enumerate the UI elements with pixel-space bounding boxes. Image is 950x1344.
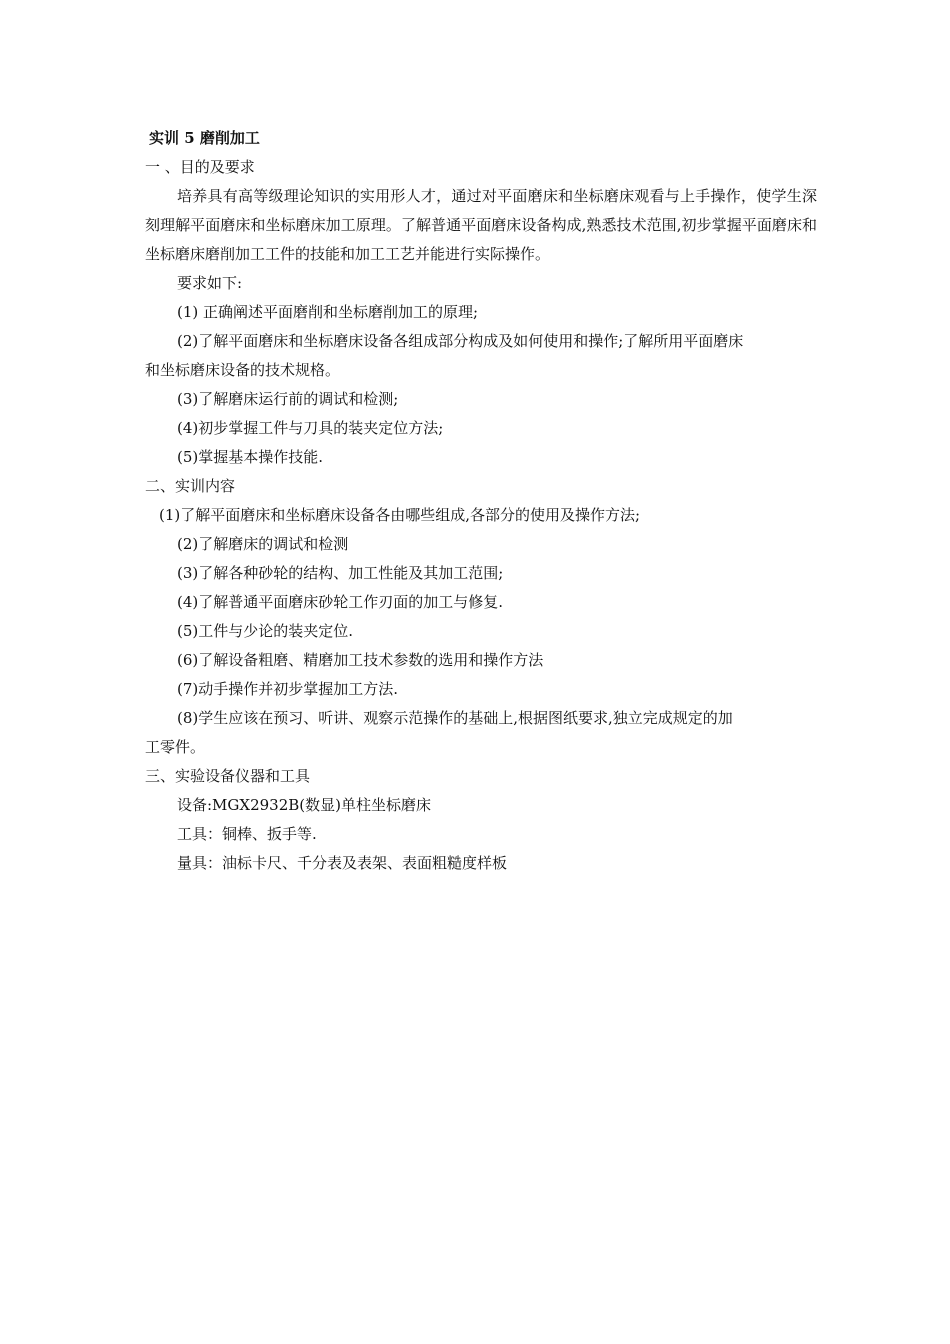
section-heading-purpose: 一 、目的及要求: [145, 158, 255, 176]
requirement-item: (3)了解磨床运行前的调试和检测;: [177, 390, 399, 408]
document-page: [145, 124, 817, 878]
content-item: (6)了解设备粗磨、精磨加工技术参数的选用和操作方法: [177, 651, 544, 669]
content-item: (8)学生应该在预习、听讲、观察示范操作的基础上,根据图纸要求,独立完成规定的加: [177, 709, 733, 727]
equipment-item: 设备:MGX2932B(数显)单柱坐标磨床: [177, 796, 431, 814]
content-item: (7)动手操作并初步掌握加工方法.: [177, 680, 399, 698]
content-item: (3)了解各种砂轮的结构、加工性能及其加工范围;: [177, 564, 504, 582]
requirement-item: (4)初步掌握工件与刀具的装夹定位方法;: [177, 419, 444, 437]
requirements-label: 要求如下:: [177, 274, 243, 292]
content-item: (4)了解普通平面磨床砂轮工作刃面的加工与修复.: [177, 593, 504, 611]
document-title: 实训 5 磨削加工: [149, 129, 260, 147]
purpose-paragraph: 培养具有高等级理论知识的实用形人才，通过对平面磨床和坐标磨床观看与上手操作，使学生深刻理解平面磨床和坐标磨床加工原理。了解普通平面磨床设备构成,熟悉技术范围,初步掌握平面磨床和坐标磨床磨削加工工件的技能和加工工艺并能进行实际操作。: [145, 187, 817, 263]
measuring-tools-item: 量具：油标卡尺、千分表及表架、表面粗糙度样板: [177, 854, 508, 872]
tools-item: 工具：铜棒、扳手等.: [177, 825, 317, 843]
section-heading-equipment: 三、实验设备仪器和工具: [145, 767, 311, 785]
content-item: (2)了解磨床的调试和检测: [177, 535, 349, 553]
requirement-item: (1) 正确阐述平面磨削和坐标磨削加工的原理;: [177, 303, 479, 321]
content-item: (1)了解平面磨床和坐标磨床设备各由哪些组成,各部分的使用及操作方法;: [159, 506, 641, 524]
requirement-item-continuation: 和坐标磨床设备的技术规格。: [145, 361, 341, 379]
section-heading-content: 二、实训内容: [145, 477, 236, 495]
requirement-item: (2)了解平面磨床和坐标磨床设备各组成部分构成及如何使用和操作;了解所用平面磨床: [177, 332, 744, 350]
requirement-item: (5)掌握基本操作技能.: [177, 448, 324, 466]
content-item-continuation: 工零件。: [145, 738, 206, 756]
content-item: (5)工件与少论的装夹定位.: [177, 622, 354, 640]
